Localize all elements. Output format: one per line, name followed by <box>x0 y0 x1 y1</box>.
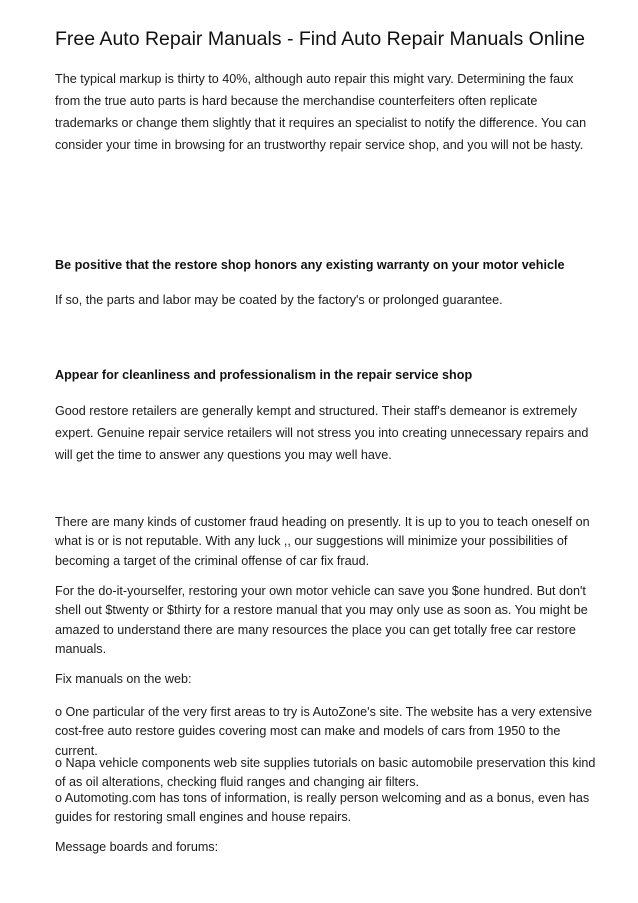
paragraph-diy: For the do-it-yourselfer, restoring your own motor vehicle can save you $one hundred. But don't shell out $twenty or $thirty for a restore manual that you may only use as soon as. You might be amazed to understand there are many resources the place you can get totally free car restore manuals. <box>55 584 588 656</box>
list-item: o Napa vehicle components web site supplies tutorials on basic automobile preservation this kind of as oil alterations, checking fluid ranges and changing air filters. <box>55 756 596 790</box>
intro-paragraph: The typical markup is thirty to 40%, although auto repair this might vary. Determining the faux from the true auto parts is hard because the merchandise counterfeiters often replicate trademarks or change them slightly that it requires an specialist to notify the difference. You can consider your time in browsing for an trustworthy repair service shop, and you will not be hasty. <box>55 72 587 152</box>
paragraph-manuals-heading: Fix manuals on the web: <box>55 672 192 686</box>
list-item: o One particular of the very first areas to try is AutoZone's site. The website has a very extensive cost-free auto restore guides covering most can make and models of cars from 1950 to the current. <box>55 705 592 758</box>
section-heading-warranty: Be positive that the restore shop honors any existing warranty on your motor vehicle <box>55 258 565 272</box>
list-item: o Automoting.com has tons of information, is really person welcoming and as a bonus, even has guides for restoring small engines and house repairs. <box>55 791 590 825</box>
section-body-cleanliness: Good restore retailers are generally kempt and structured. Their staff's demeanor is extremely expert. Genuine repair service retailers will not stress you into creating unnecessary repairs and will get the time to answer any questions you may well have. <box>55 404 589 462</box>
paragraph-forums: Message boards and forums: <box>55 840 219 854</box>
document-title: Free Auto Repair Manuals - Find Auto Repair Manuals Online <box>55 28 586 50</box>
section-heading-cleanliness: Appear for cleanliness and professionalism in the repair service shop <box>55 368 473 382</box>
section-body-warranty: If so, the parts and labor may be coated by the factory's or prolonged guarantee. <box>55 293 503 307</box>
paragraph-fraud: There are many kinds of customer fraud heading on presently. It is up to you to teach oneself on what is or is not reputable. With any luck ,, our suggestions will minimize your possibilities of becoming a target of the criminal offense of car fix fraud. <box>55 515 590 568</box>
